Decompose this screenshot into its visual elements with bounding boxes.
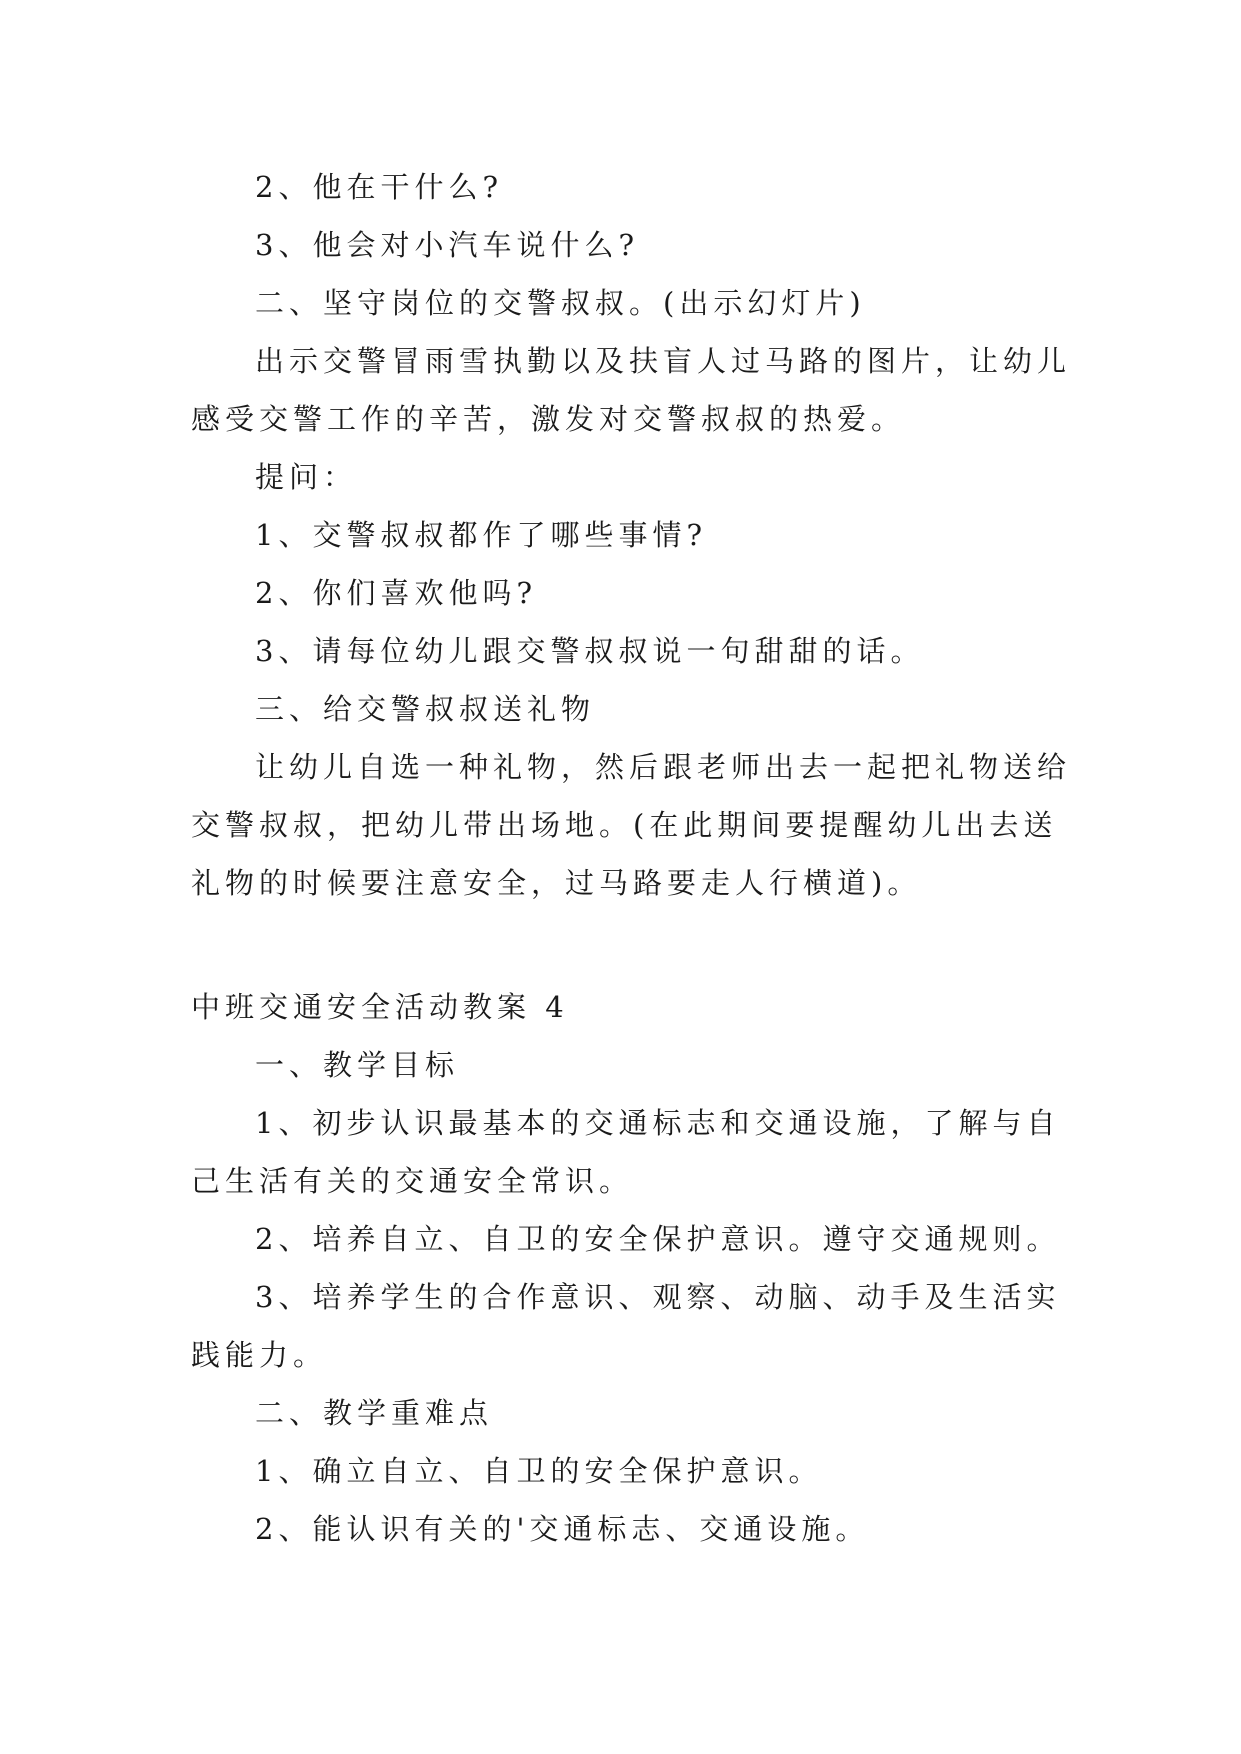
paragraph-line: 让幼儿自选一种礼物，然后跟老师出去一起把礼物送给: [255, 750, 1072, 784]
list-item: 1、交警叔叔都作了哪些事情?: [255, 518, 707, 552]
list-item: 1、确立自立、自卫的安全保护意识。: [255, 1454, 823, 1488]
paragraph-line: 出示交警冒雨雪执勤以及扶盲人过马路的图片，让幼儿: [255, 344, 1072, 378]
paragraph-line: 己生活有关的交通安全常识。: [191, 1164, 634, 1198]
section-heading: 一、教学目标: [255, 1048, 460, 1082]
paragraph-line: 3、培养学生的合作意识、观察、动脑、动手及生活实: [255, 1280, 1061, 1314]
section-heading: 二、坚守岗位的交警叔叔。(出示幻灯片): [255, 286, 866, 320]
paragraph-line: 交警叔叔，把幼儿带出场地。(在此期间要提醒幼儿出去送: [191, 808, 1058, 842]
paragraph-line: 践能力。: [191, 1338, 328, 1372]
list-item: 3、请每位幼儿跟交警叔叔说一句甜甜的话。: [255, 634, 925, 668]
paragraph-line: 1、初步认识最基本的交通标志和交通设施，了解与自: [255, 1106, 1061, 1140]
list-item: 2、他在干什么?: [255, 170, 503, 204]
document-title: 中班交通安全活动教案 4: [191, 990, 569, 1024]
list-item: 2、能认识有关的'交通标志、交通设施。: [255, 1512, 870, 1546]
paragraph-line: 提问：: [255, 460, 358, 494]
list-item: 3、他会对小汽车说什么?: [255, 228, 639, 262]
section-heading: 三、给交警叔叔送礼物: [255, 692, 596, 726]
list-item: 2、培养自立、自卫的安全保护意识。遵守交通规则。: [255, 1222, 1061, 1256]
document-body: [191, 158, 1072, 1558]
section-heading: 二、教学重难点: [255, 1396, 494, 1430]
paragraph-line: 感受交警工作的辛苦，激发对交警叔叔的热爱。: [191, 402, 906, 436]
section-gap: [191, 912, 1051, 978]
list-item: 2、你们喜欢他吗?: [255, 576, 537, 610]
paragraph-line: 礼物的时候要注意安全，过马路要走人行横道)。: [191, 866, 922, 900]
